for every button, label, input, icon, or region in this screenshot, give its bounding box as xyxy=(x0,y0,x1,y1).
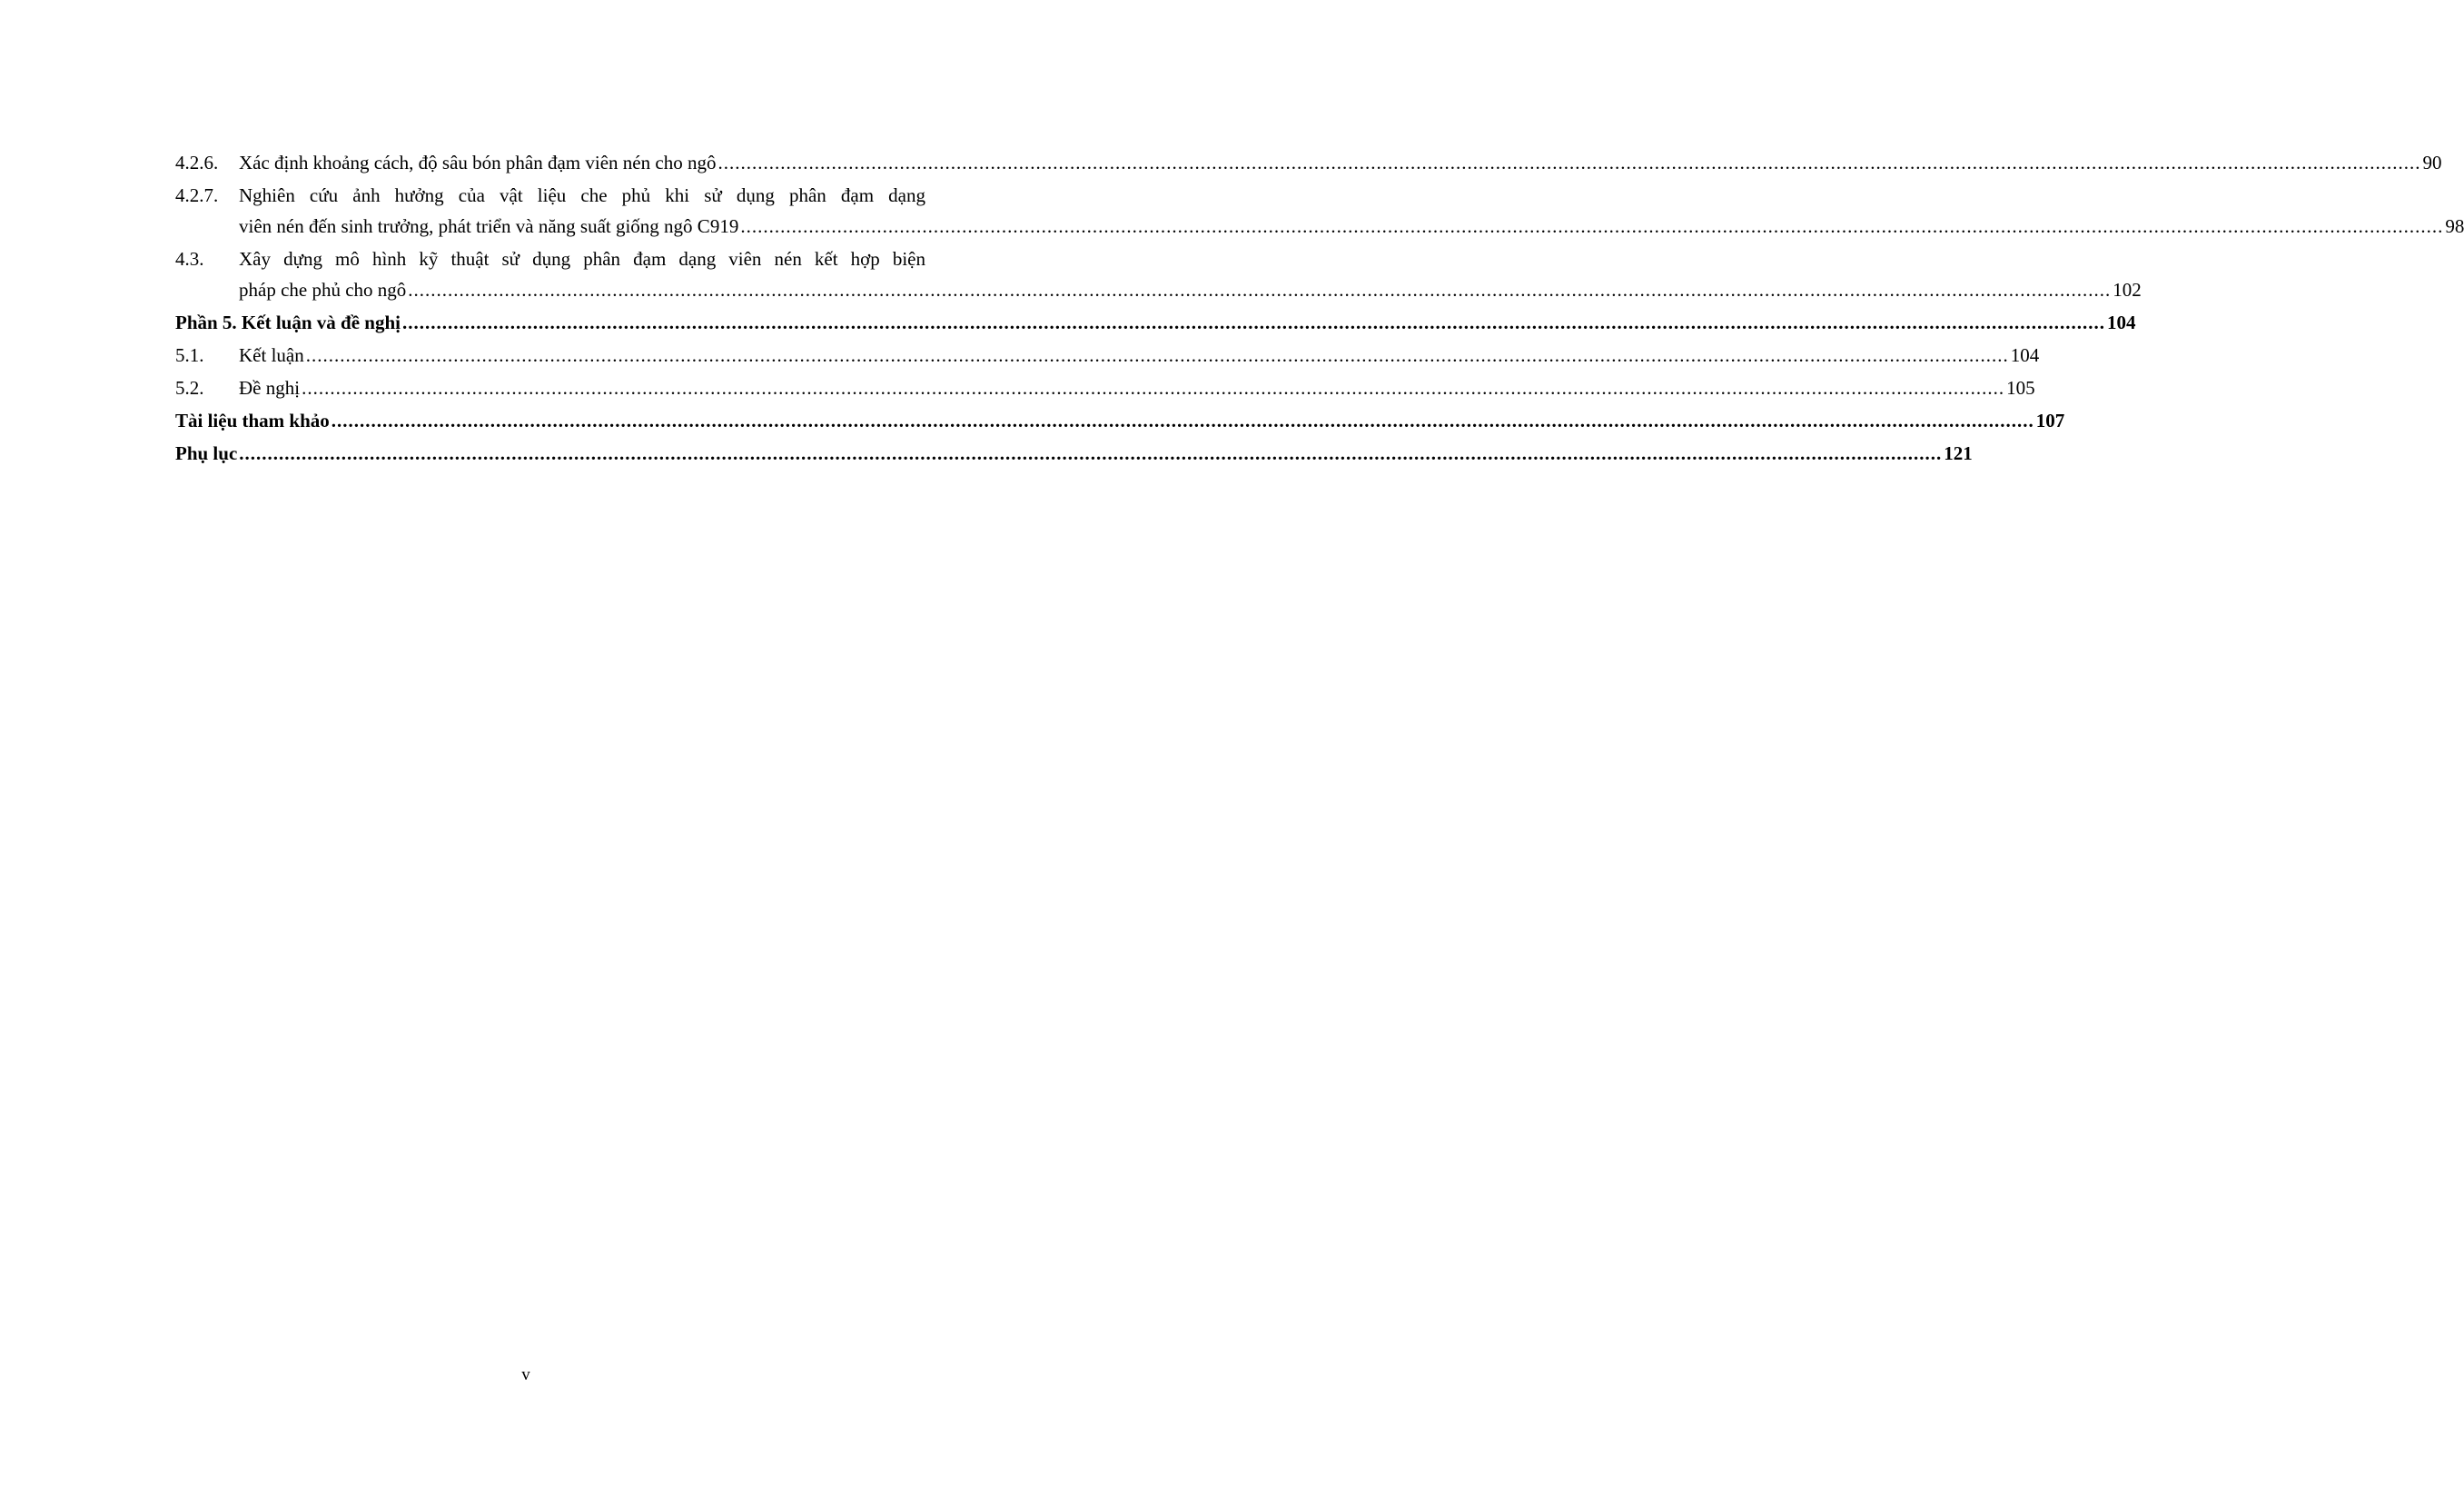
dot-leader: ............................................................................................................................................................................................................................................................................................................ xyxy=(408,279,2112,301)
toc-entry-page: 105 xyxy=(2006,377,2035,399)
toc-entry-title: Xác định khoảng cách, độ sâu bón phân đạm viên nén cho ngô xyxy=(239,152,717,173)
toc-entry-references[interactable] xyxy=(175,405,2065,436)
toc-entry-title-line2: pháp che phủ cho ngô xyxy=(239,279,407,301)
toc-entry-number: 4.2.6. xyxy=(175,152,219,173)
toc-entry-4-3[interactable] xyxy=(175,243,2142,305)
toc-entry-title-line2: viên nén đến sinh trưởng, phát triển và năng suất giống ngô C919 xyxy=(239,215,739,237)
toc-entry-title: Phần 5. Kết luận và đề nghị xyxy=(175,312,401,333)
dot-leader: ............................................................................................................................................................................................................................................................................................................ xyxy=(401,312,2105,333)
toc-entry-title: Kết luận xyxy=(239,344,304,366)
toc-entry-page: 121 xyxy=(1944,442,1973,464)
toc-entry-number: 4.3. xyxy=(175,248,204,270)
toc-entry-title: Tài liệu tham khảo xyxy=(175,410,330,431)
toc-entry-part-5[interactable] xyxy=(175,307,2136,338)
toc-entry-number: 5.1. xyxy=(175,344,204,366)
toc-entry-title: Phụ lục xyxy=(175,442,238,464)
toc-entry-page: 104 xyxy=(2106,312,2136,333)
dot-leader: ............................................................................................................................................................................................................................................................................................................ xyxy=(740,215,2444,237)
dot-leader: ............................................................................................................................................................................................................................................................................................................ xyxy=(305,344,2009,366)
toc-entry-appendix[interactable] xyxy=(175,438,1973,469)
dot-leader: ............................................................................................................................................................................................................................................................................................................ xyxy=(717,152,2421,173)
toc-entry-4-2-7[interactable] xyxy=(175,180,2464,242)
toc-entry-number: 4.2.7. xyxy=(175,184,219,206)
dot-leader: ............................................................................................................................................................................................................................................................................................................ xyxy=(302,377,2005,399)
toc-entry-page: 90 xyxy=(2422,152,2442,173)
toc-entry-4-2-6[interactable] xyxy=(175,147,2442,178)
toc-entry-title-line1: Nghiên cứu ảnh hưởng của vật liệu che phủ khi sử dụng phân đạm dạng xyxy=(239,184,925,206)
toc-entry-page: 104 xyxy=(2010,344,2040,366)
toc-entry-page: 98 xyxy=(2445,215,2464,237)
toc-entry-page: 102 xyxy=(2113,279,2142,301)
dot-leader: ............................................................................................................................................................................................................................................................................................................ xyxy=(331,410,2034,431)
toc-entry-title-line1: Xây dựng mô hình kỹ thuật sử dụng phân đạm dạng viên nén kết hợp biện xyxy=(239,248,925,270)
toc-entry-number: 5.2. xyxy=(175,377,204,399)
toc-entry-5-2[interactable] xyxy=(175,372,2035,403)
dot-leader: ............................................................................................................................................................................................................................................................................................................ xyxy=(239,442,1943,464)
toc-entry-5-1[interactable] xyxy=(175,340,2040,371)
toc-entry-title: Đề nghị xyxy=(239,377,301,399)
table-of-contents xyxy=(175,147,2464,469)
toc-entry-page: 107 xyxy=(2035,410,2065,431)
page-number: v xyxy=(521,1365,530,1384)
